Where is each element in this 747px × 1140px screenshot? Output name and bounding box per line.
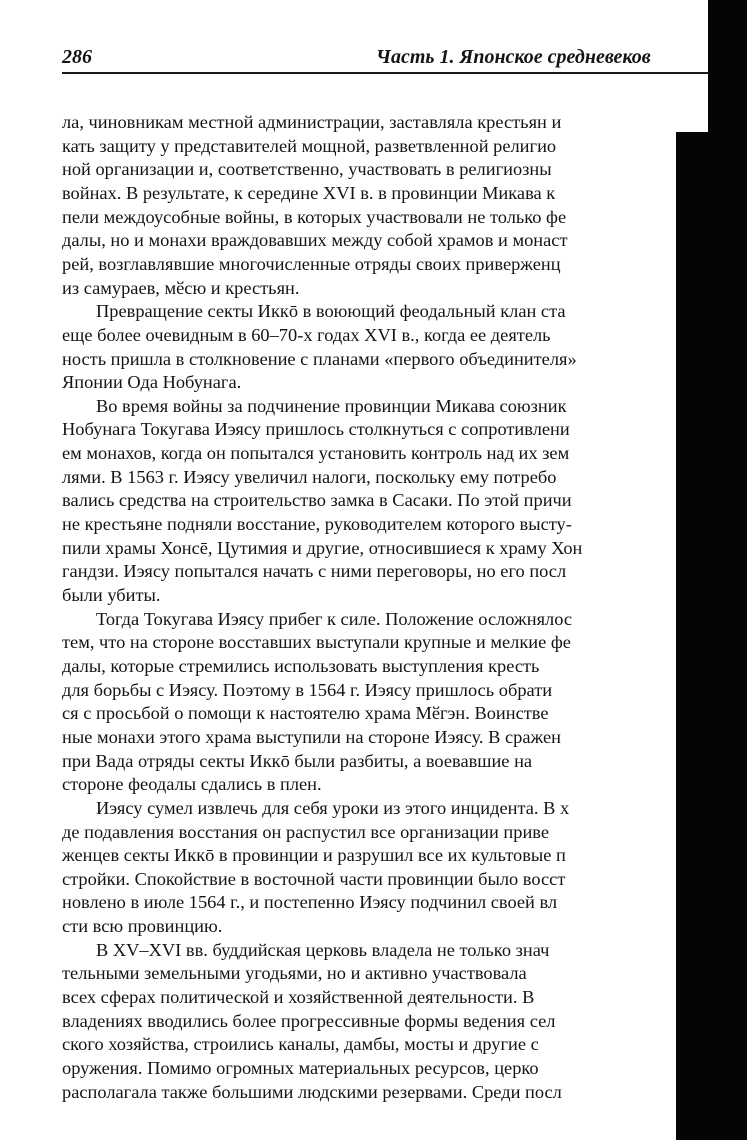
text-line: лями. В 1563 г. Иэясу увеличил налоги, поскольку ему потребо: [62, 466, 557, 487]
text-line: войнах. В результате, к середине XVI в. в провинции Микава к: [62, 182, 556, 203]
running-title: Часть 1. Японское средневеков: [376, 46, 651, 68]
text-line: ные монахи этого храма выступили на стороне Иэясу. В сражен: [62, 726, 561, 747]
text-line: располагала также большими людскими резервами. Среди посл: [62, 1081, 562, 1102]
text-line: стороне феодалы сдались в плен.: [62, 774, 322, 795]
text-line: пили храмы Хонсē, Цутимия и другие, относившиеся к храму Хон: [62, 537, 583, 558]
text-line: ем монахов, когда он попытался установить контроль над их зем: [62, 443, 570, 464]
text-line: владениях вводились более прогрессивные формы ведения сел: [62, 1010, 556, 1031]
text-line: всех сферах политической и хозяйственной деятельности. В: [62, 987, 535, 1008]
text-line: рей, возглавлявшие многочисленные отряды своих приверженц: [62, 253, 561, 274]
text-line: женцев секты Иккō в провинции и разрушил все их культовые п: [62, 845, 566, 866]
text-line: Тогда Токугава Иэясу прибег к силе. Положение осложнялос: [96, 608, 573, 629]
text-line: Иэясу сумел извлечь для себя уроки из этого инцидента. В х: [96, 797, 570, 818]
text-line: тельными земельными угодьями, но и активно участвовала: [62, 963, 527, 984]
text-line: для борьбы с Иэясу. Поэтому в 1564 г. Иэясу пришлось обрати: [62, 679, 553, 700]
header-rule: [62, 72, 747, 74]
text-line: далы, которые стремились использовать выступления кресть: [62, 655, 540, 676]
text-line: де подавления восстания он распустил все организации приве: [62, 821, 550, 842]
text-line: тем, что на стороне восставших выступали крупные и мелкие фе: [62, 632, 571, 653]
text-line: стройки. Спокойствие в восточной части провинции было восст: [62, 868, 566, 889]
text-line: ся с просьбой о помощи к настоятелю храма Мӗгэн. Воинстве: [62, 703, 549, 724]
text-line: ла, чиновникам местной администрации, заставляла крестьян и: [62, 112, 562, 132]
text-line: новлено в июле 1564 г., и постепенно Иэясу подчинил своей вл: [62, 892, 558, 913]
text-line: не крестьяне подняли восстание, руководителем которого высту-: [62, 514, 572, 535]
text-line: кать защиту у представителей мощной, разветвленной религио: [62, 135, 557, 156]
text-line: вались средства на строительство замка в Сасаки. По этой причи: [62, 490, 572, 511]
text-line: далы, но и монахи враждовавших между собой храмов и монаст: [62, 230, 568, 251]
scan-dark-edge: [708, 0, 747, 1140]
text-line: ной организации и, соответственно, участвовать в религиозны: [62, 159, 552, 180]
text-line: Нобунага Токугава Иэясу пришлось столкнуться с сопротивлени: [62, 419, 570, 440]
text-line: В XV–XVI вв. буддийская церковь владела не только знач: [96, 939, 550, 960]
text-line: были убиты.: [62, 585, 161, 605]
text-line: еще более очевидным в 60–70-х годах XVI в., когда ее деятель: [62, 324, 551, 345]
text-line: Превращение секты Иккō в воюющий феодальный клан ста: [96, 301, 566, 322]
text-line: из самураев, мӗсю и крестьян.: [62, 277, 300, 298]
text-line: Во время войны за подчинение провинции Микава союзник: [96, 395, 567, 416]
text-line: ского хозяйства, строились каналы, дамбы, мосты и другие с: [62, 1034, 539, 1055]
text-line: ность пришла в столкновение с планами «первого объединителя»: [62, 348, 577, 369]
text-line: сти всю провинцию.: [62, 916, 223, 937]
text-line: оружения. Помимо огромных материальных ресурсов, церко: [62, 1058, 539, 1078]
page-number: 286: [62, 46, 92, 68]
text-line: пели междоусобные войны, в которых участвовали не только фе: [62, 206, 567, 227]
text-line: Японии Ода Нобунага.: [62, 372, 242, 393]
text-line: при Вада отряды секты Иккō были разбиты, а воевавшие на: [62, 750, 533, 771]
scan-dark-edge-inner: [676, 132, 710, 1140]
page-header: [62, 44, 747, 76]
text-line: гандзи. Иэясу попытался начать с ними переговоры, но его посл: [62, 561, 567, 582]
